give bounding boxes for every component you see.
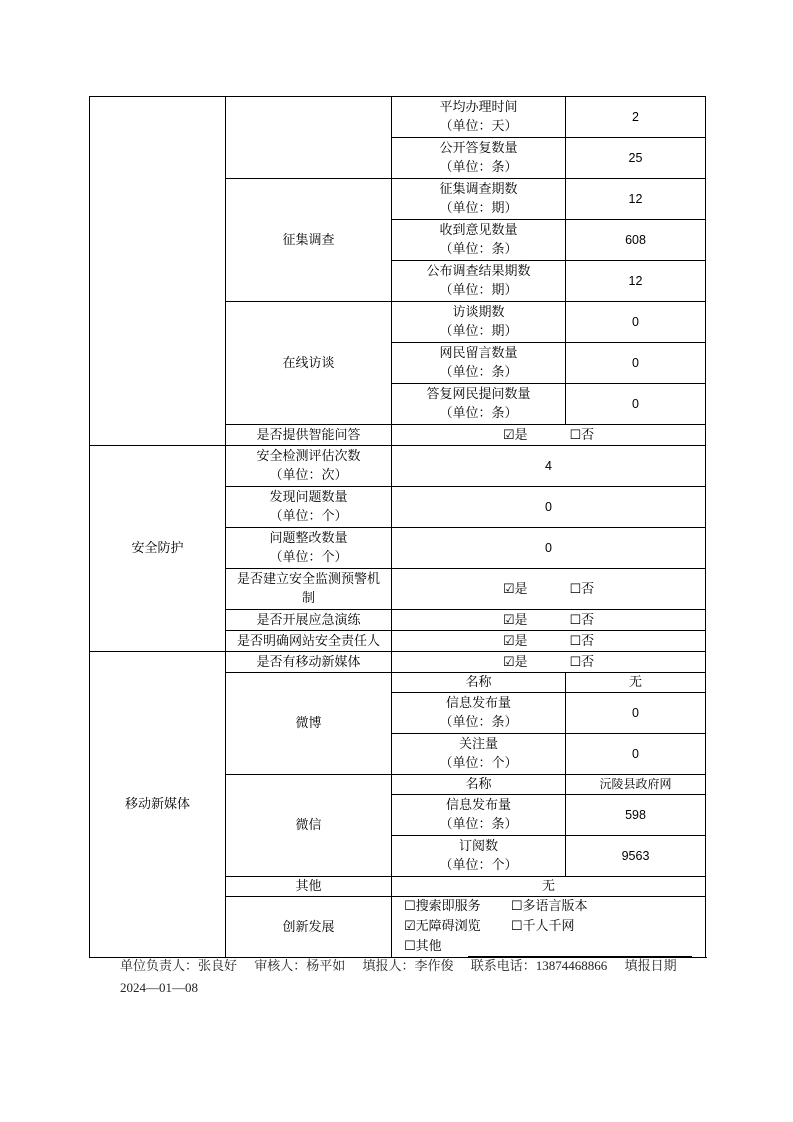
option-no[interactable]: ☐否: [569, 427, 595, 443]
row-value: 25: [566, 138, 706, 179]
date-label: 填报日期: [624, 958, 677, 973]
row-label: 公开答复数量 （单位：条）: [392, 138, 566, 179]
row-label: 问题整改数量 （单位：个）: [226, 528, 392, 569]
row-label: 收到意见数量 （单位：条）: [392, 220, 566, 261]
option-no[interactable]: ☐否: [569, 654, 595, 670]
row-label: 其他: [226, 877, 392, 897]
row-label: 公布调查结果期数 （单位：期）: [392, 261, 566, 302]
unchecked-box-icon: ☐: [510, 919, 523, 934]
option-yes[interactable]: ☑是: [502, 612, 528, 628]
row-value: 0: [392, 487, 706, 528]
row-label: 名称: [392, 775, 566, 795]
row-label: 是否提供智能问答: [226, 425, 392, 446]
checked-box-icon: ☑: [502, 427, 515, 443]
option-yes[interactable]: ☑是: [502, 427, 528, 443]
row-value: 608: [566, 220, 706, 261]
option-search-service[interactable]: ☐搜索即服务: [404, 899, 481, 914]
row-value: 0: [566, 693, 706, 734]
row-value: 沅陵县政府网: [566, 775, 706, 795]
principal: 单位负责人：张良好: [120, 958, 238, 973]
checked-box-icon: ☑: [502, 581, 515, 597]
blank-group-cell: [226, 97, 392, 179]
option-yes[interactable]: ☑是: [502, 654, 528, 670]
row-label: 答复网民提问数量 （单位：条）: [392, 384, 566, 425]
row-value: 0: [566, 384, 706, 425]
row-label: 访谈期数 （单位：期）: [392, 302, 566, 343]
row-label: 信息发布量 （单位：条）: [392, 795, 566, 836]
report-table: [89, 96, 706, 958]
row-label: 平均办理时间 （单位：天）: [392, 97, 566, 138]
checked-box-icon: ☑: [502, 654, 515, 670]
row-label: 信息发布量 （单位：条）: [392, 693, 566, 734]
unchecked-box-icon: ☐: [569, 427, 582, 443]
option-other[interactable]: ☐其他: [404, 939, 442, 954]
row-label: 网民留言数量 （单位：条）: [392, 343, 566, 384]
row-label: 是否开展应急演练: [226, 610, 392, 631]
row-label: 订阅数 （单位：个）: [392, 836, 566, 877]
section-mobile: 移动新媒体: [90, 652, 226, 958]
unchecked-box-icon: ☐: [569, 612, 582, 628]
group-interview: 在线访谈: [226, 302, 392, 425]
row-value: 0: [392, 528, 706, 569]
unchecked-box-icon: ☐: [404, 899, 416, 914]
row-label: 是否建立安全监测预警机 制: [226, 569, 392, 610]
unchecked-box-icon: ☐: [569, 633, 582, 649]
option-no[interactable]: ☐否: [569, 612, 595, 628]
group-survey: 征集调查: [226, 179, 392, 302]
unchecked-box-icon: ☐: [569, 581, 582, 597]
unchecked-box-icon: ☐: [404, 939, 416, 954]
report-footer: [120, 955, 677, 999]
option-yes[interactable]: ☑是: [502, 633, 528, 649]
option-no[interactable]: ☐否: [569, 581, 595, 597]
innovation-options: [392, 897, 706, 958]
group-weibo: 微博: [226, 673, 392, 775]
row-value: 12: [566, 261, 706, 302]
phone: 联系电话：13874468866: [470, 958, 608, 973]
checked-box-icon: ☑: [502, 612, 515, 628]
option-yes[interactable]: ☑是: [502, 581, 528, 597]
row-label: 是否明确网站安全责任人: [226, 631, 392, 652]
row-value: 598: [566, 795, 706, 836]
option-accessible[interactable]: ☑无障碍浏览: [404, 919, 481, 934]
row-value: 无: [566, 673, 706, 693]
option-no[interactable]: ☐否: [569, 633, 595, 649]
unchecked-box-icon: ☐: [569, 654, 582, 670]
row-label: 安全检测评估次数 （单位：次）: [226, 446, 392, 487]
row-label: 关注量 （单位：个）: [392, 734, 566, 775]
option-personalized[interactable]: ☐千人千网: [510, 919, 575, 934]
yes-no-options: [392, 631, 706, 652]
row-value: 无: [392, 877, 706, 897]
option-multilanguage[interactable]: ☐多语言版本: [510, 899, 588, 914]
yes-no-options: [392, 569, 706, 610]
filler: 填报人：李作俊: [362, 958, 454, 973]
reviewer: 审核人：杨平如: [254, 958, 346, 973]
yes-no-options: [392, 610, 706, 631]
group-wechat: 微信: [226, 775, 392, 877]
row-value: 0: [566, 734, 706, 775]
section-safety: 安全防护: [90, 446, 226, 652]
section-innovation: 创新发展: [226, 897, 392, 958]
row-value: 4: [392, 446, 706, 487]
row-value: 2: [566, 97, 706, 138]
row-value: 0: [566, 343, 706, 384]
row-label: 是否有移动新媒体: [226, 652, 392, 673]
row-label: 名称: [392, 673, 566, 693]
row-value: 0: [566, 302, 706, 343]
yes-no-options: [392, 425, 706, 446]
yes-no-options: [392, 652, 706, 673]
checked-box-icon: ☑: [404, 919, 416, 934]
blank-section-cell: [90, 97, 226, 446]
row-label: 发现问题数量 （单位：个）: [226, 487, 392, 528]
row-value: 9563: [566, 836, 706, 877]
row-label: 征集调查期数 （单位：期）: [392, 179, 566, 220]
report-date: 2024—01—08: [120, 980, 198, 995]
checked-box-icon: ☑: [502, 633, 515, 649]
unchecked-box-icon: ☐: [510, 899, 523, 914]
row-value: 12: [566, 179, 706, 220]
